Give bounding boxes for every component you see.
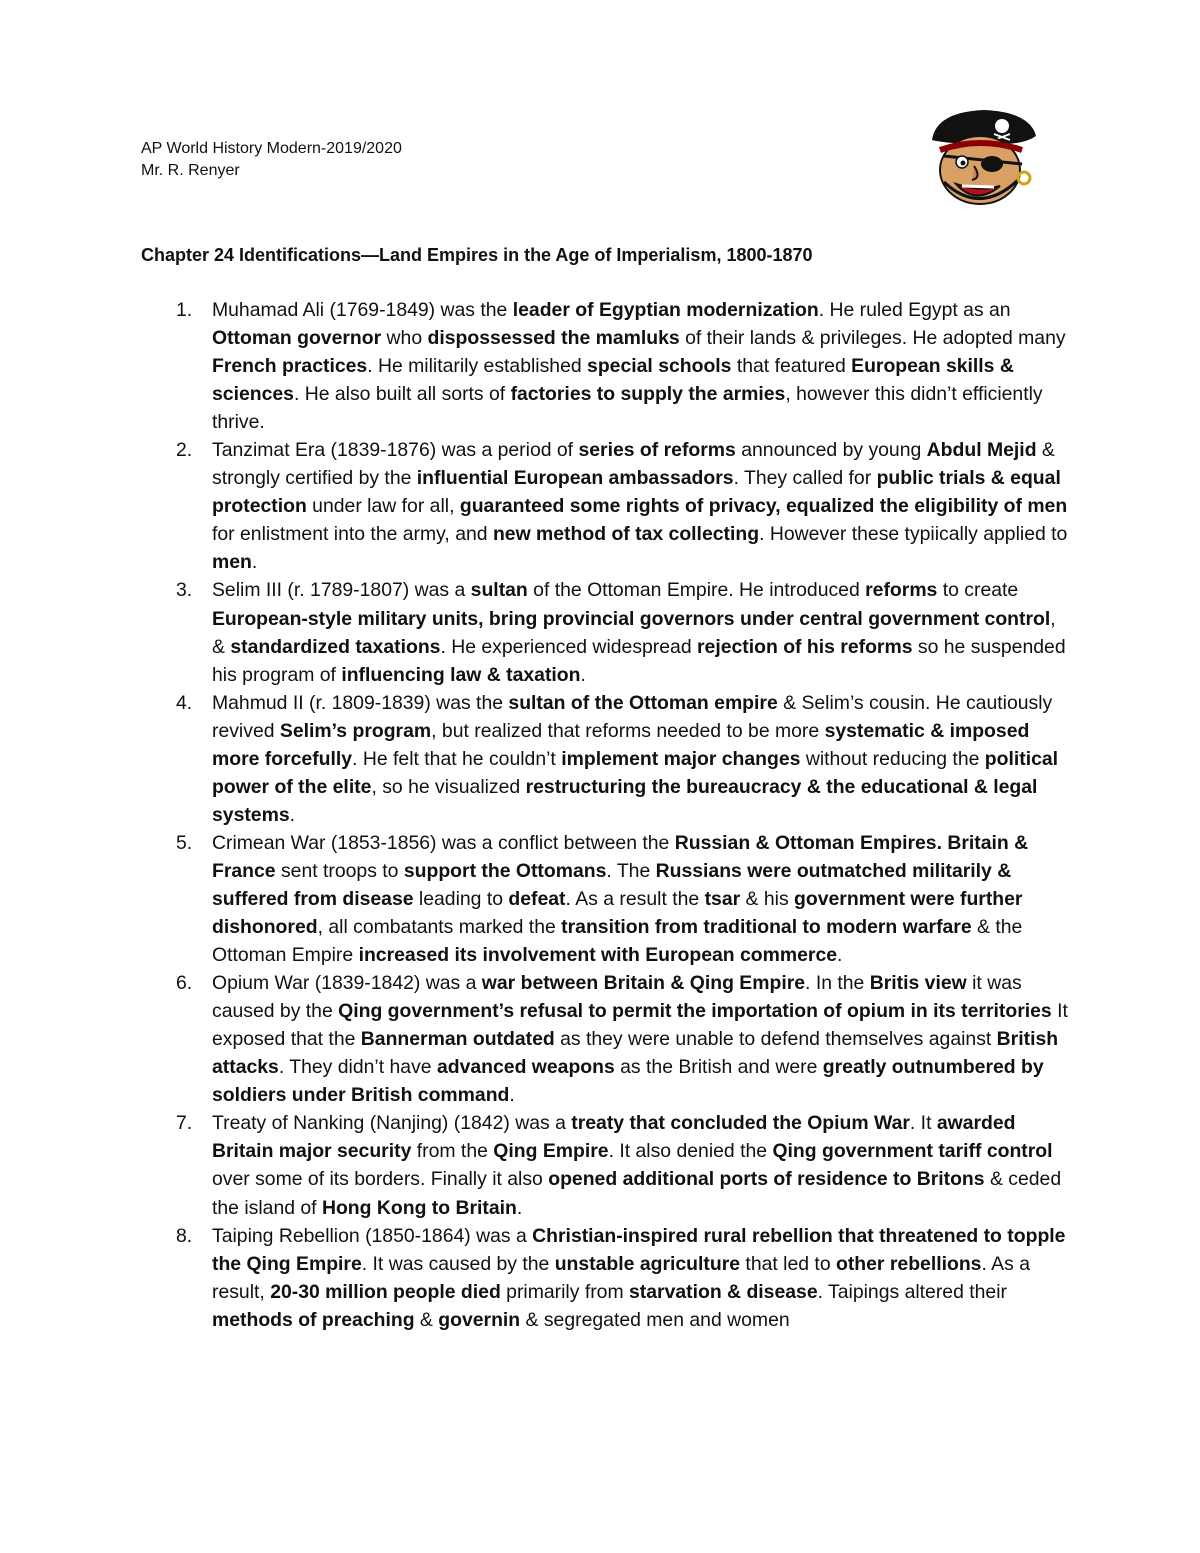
text-run: . It xyxy=(909,1112,937,1135)
bold-text-run: Qing government tariff control xyxy=(772,1140,1053,1163)
bold-text-run: French practices xyxy=(212,355,368,378)
item-text xyxy=(212,972,1068,1106)
text-run: leading to xyxy=(413,887,509,910)
bold-text-run: awarded Britain major security xyxy=(212,1112,1016,1163)
text-run: Taiping Rebellion (1850-1864) was a xyxy=(212,1224,533,1247)
list-item xyxy=(141,576,1071,688)
text-run: , all combatants marked the xyxy=(317,916,562,939)
text-run: over some of its borders. Finally it also xyxy=(212,1168,549,1191)
text-run: It exposed that the xyxy=(212,1000,1068,1051)
text-run: . xyxy=(580,663,586,686)
text-run: from the xyxy=(411,1140,494,1163)
text-run: that led to xyxy=(740,1252,836,1275)
text-run: for enlistment into the army, and xyxy=(212,523,493,546)
bold-text-run: advanced weapons xyxy=(436,1056,615,1079)
bold-text-run: Selim’s program xyxy=(279,719,432,742)
bold-text-run: standardized taxations xyxy=(230,635,441,658)
text-run: Mahmud II (r. 1809-1839) was the xyxy=(212,691,509,714)
item-number: 7. xyxy=(176,1112,193,1135)
text-run: . However these typiically applied to xyxy=(759,523,1068,546)
bold-text-run: increased its involvement with European commerce xyxy=(358,944,838,967)
text-run: Tanzimat Era (1839-1876) was a period of xyxy=(212,439,579,462)
document-header xyxy=(141,138,402,182)
bold-text-run: transition from traditional to modern warfare xyxy=(561,916,972,939)
text-run: . It also denied the xyxy=(608,1140,773,1163)
item-text xyxy=(212,299,1066,433)
text-run: . He ruled Egypt as an xyxy=(818,299,1011,321)
text-run: Crimean War (1853-1856) was a conflict between the xyxy=(212,831,675,854)
text-run: , but realized that reforms needed to be more xyxy=(431,719,825,742)
course-name: AP World History Modern-2019/2020 xyxy=(141,140,402,157)
text-run: without reducing the xyxy=(800,747,985,770)
bold-text-run: political power of the elite xyxy=(212,747,1059,798)
bold-text-run: rejection of his reforms xyxy=(697,635,913,658)
text-run: . He felt that he couldn’t xyxy=(352,747,562,770)
text-run: . It was caused by the xyxy=(361,1252,555,1275)
text-run: . In the xyxy=(805,972,870,995)
text-run: . xyxy=(516,1196,523,1219)
text-run: Treaty of Nanking (Nanjing) (1842) was a xyxy=(212,1112,572,1135)
bold-text-run: Hong Kong to Britain xyxy=(321,1196,517,1219)
text-run: , & xyxy=(212,607,1056,658)
bold-text-run: new method of tax collecting xyxy=(492,523,760,546)
bold-text-run: influential European ambassadors xyxy=(416,467,734,490)
text-run: . xyxy=(289,803,296,826)
text-run: under law for all, xyxy=(306,495,460,518)
bold-text-run: 20-30 million people died xyxy=(270,1280,501,1303)
bold-text-run: influencing law & taxation xyxy=(341,663,581,686)
item-number: 3. xyxy=(176,579,193,602)
item-text xyxy=(212,439,1067,573)
list-item xyxy=(141,689,1071,829)
bold-text-run: series of reforms xyxy=(578,439,736,462)
text-run: . They called for xyxy=(733,467,877,490)
bold-text-run: Abdul Mejid xyxy=(926,439,1037,462)
identifications-list xyxy=(141,296,1071,1334)
text-run: & his xyxy=(740,887,795,910)
text-run: & ceded the island of xyxy=(212,1168,1062,1219)
bold-text-run: treaty that concluded the Opium War xyxy=(571,1112,910,1135)
text-run: , so he visualized xyxy=(371,775,526,798)
item-number: 4. xyxy=(176,691,193,714)
text-run: so he suspended his program of xyxy=(212,635,1066,686)
item-text xyxy=(212,692,1058,826)
list-item xyxy=(141,969,1071,1109)
item-number: 2. xyxy=(176,439,193,462)
text-run: of their lands & privileges. He adopted many xyxy=(679,327,1066,350)
text-run: , however this didn’t efficiently thrive. xyxy=(212,383,1043,434)
item-number: 5. xyxy=(176,831,193,854)
bold-text-run: guaranteed some rights of privacy, equalized the eligibility of men xyxy=(459,495,1068,518)
page-title: Chapter 24 Identifications—Land Empires in the Age of Imperialism, 1800-1870 xyxy=(141,245,813,265)
text-run: & the Ottoman Empire xyxy=(212,916,1023,967)
text-run: . The xyxy=(606,859,656,882)
bold-text-run: war between Britain & Qing Empire xyxy=(481,972,806,995)
text-run: as the British and were xyxy=(614,1056,823,1079)
bold-text-run: implement major changes xyxy=(561,747,801,770)
item-text xyxy=(212,832,1028,966)
bold-text-run: government were further dishonored xyxy=(212,887,1023,939)
teacher-name: Mr. R. Renyer xyxy=(141,162,240,179)
bold-text-run: unstable agriculture xyxy=(554,1252,741,1275)
text-run: . He also built all sorts of xyxy=(293,383,511,406)
bold-text-run: dispossessed the mamluks xyxy=(427,327,680,350)
item-text xyxy=(212,1225,1065,1331)
text-run: . Taipings altered their xyxy=(817,1280,1007,1303)
text-run: that featured xyxy=(731,355,852,378)
bold-text-run: support the Ottomans xyxy=(403,859,607,882)
item-number: 8. xyxy=(176,1224,193,1247)
list-item xyxy=(141,296,1071,436)
list-item xyxy=(141,436,1071,576)
bold-text-run: opened additional ports of residence to Britons xyxy=(548,1168,985,1191)
text-run: Muhamad Ali (1769-1849) was the xyxy=(212,299,513,321)
bold-text-run: factories to supply the armies xyxy=(510,383,786,406)
pirate-mascot-icon xyxy=(926,106,1040,212)
bold-text-run: special schools xyxy=(587,355,732,378)
text-run: sent troops to xyxy=(275,859,404,882)
bold-text-run: leader of Egyptian modernization xyxy=(512,299,819,321)
text-run: & Selim’s cousin. He cautiously revived xyxy=(212,691,1053,742)
bold-text-run: defeat xyxy=(508,887,566,910)
bold-text-run: Britis view xyxy=(869,972,967,995)
text-run: who xyxy=(381,327,428,350)
bold-text-run: Qing Empire xyxy=(493,1140,609,1163)
bold-text-run: Russian & Ottoman Empires. Britain & France xyxy=(212,831,1029,882)
bold-text-run: sultan xyxy=(470,579,528,602)
text-run: . As a result the xyxy=(565,887,705,910)
list-item xyxy=(141,829,1071,969)
text-run: . xyxy=(837,944,843,967)
text-run: Opium War (1839-1842) was a xyxy=(212,972,482,995)
bold-text-run: greatly outnumbered by soldiers under British command xyxy=(212,1056,1044,1107)
text-run: of the Ottoman Empire. He introduced xyxy=(527,579,866,602)
bold-text-run: Bannerman outdated xyxy=(360,1028,555,1051)
bold-text-run: Christian-inspired rural rebellion that threatened to topple the Qing Empire xyxy=(212,1224,1066,1275)
item-text xyxy=(212,1112,1061,1218)
text-run: & xyxy=(414,1308,439,1331)
bold-text-run: European skills & sciences xyxy=(212,355,1014,406)
bold-text-run: systematic & imposed more forcefully xyxy=(212,719,1030,770)
bold-text-run: Ottoman governor xyxy=(212,327,382,350)
bold-text-run: governin xyxy=(438,1308,521,1331)
text-run: it was caused by the xyxy=(212,972,1022,1023)
text-run: & segregated men and women xyxy=(520,1308,790,1331)
list-item xyxy=(141,1109,1071,1221)
bold-text-run: other rebellions xyxy=(836,1252,982,1275)
text-run: . xyxy=(251,551,258,574)
item-text xyxy=(212,579,1066,685)
text-run: . As a result, xyxy=(212,1252,1030,1303)
bold-text-run: European-style military units, bring provincial governors under central government control xyxy=(212,607,1051,630)
text-run: to create xyxy=(937,579,1019,602)
bold-text-run: restructuring the bureaucracy & the educational & legal systems xyxy=(212,775,1038,826)
bold-text-run: reforms xyxy=(865,579,938,602)
bold-text-run: Russians were outmatched militarily & suffered from disease xyxy=(212,859,1012,910)
text-run: . xyxy=(509,1084,515,1107)
bold-text-run: British attacks xyxy=(212,1028,1059,1079)
bold-text-run: methods of preaching xyxy=(212,1308,415,1331)
bold-text-run: Qing government’s refusal to permit the importation of opium in its territories xyxy=(338,1000,1052,1023)
bold-text-run: tsar xyxy=(704,887,741,910)
bold-text-run: starvation & disease xyxy=(629,1280,818,1303)
item-number: 6. xyxy=(176,972,193,995)
text-run: as they were unable to defend themselves against xyxy=(554,1028,997,1051)
list-item xyxy=(141,1222,1071,1334)
bold-text-run: men xyxy=(212,551,252,574)
text-run: . He experienced widespread xyxy=(440,635,697,658)
text-run: Selim III (r. 1789-1807) was a xyxy=(212,579,471,602)
item-number: 1. xyxy=(176,299,193,321)
text-run: primarily from xyxy=(500,1280,629,1303)
text-run: . They didn’t have xyxy=(278,1056,437,1079)
text-run: . He militarily established xyxy=(367,355,588,378)
text-run: & strongly certified by the xyxy=(212,439,1055,490)
bold-text-run: sultan of the Ottoman empire xyxy=(508,691,778,714)
text-run: announced by young xyxy=(735,439,927,462)
bold-text-run: public trials & equal protection xyxy=(212,467,1061,518)
